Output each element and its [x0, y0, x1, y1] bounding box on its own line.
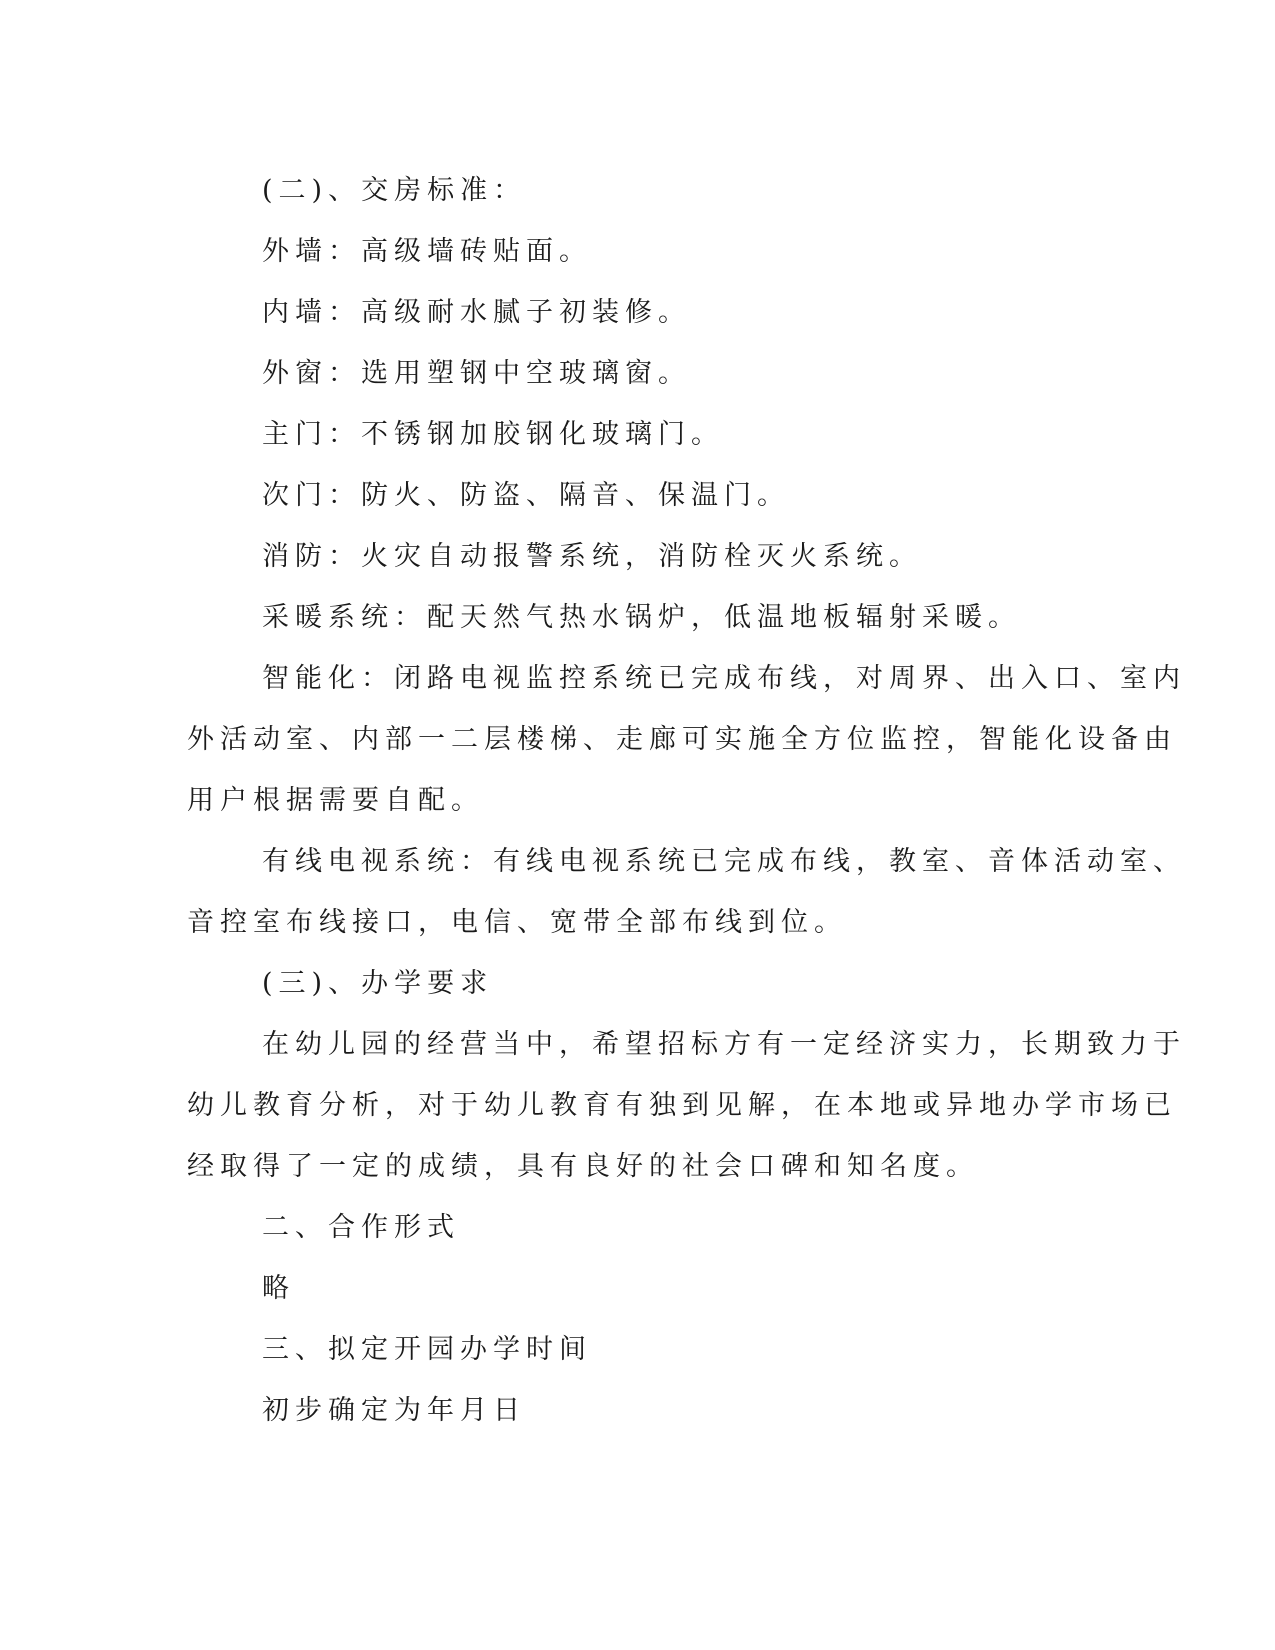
paragraph-line: 外窗：选用塑钢中空玻璃窗。 — [262, 358, 691, 389]
paragraph-line: 用户根据需要自配。 — [187, 785, 484, 816]
paragraph-line: 主门：不锈钢加胶钢化玻璃门。 — [262, 419, 724, 450]
paragraph-line: 幼儿教育分析，对于幼儿教育有独到见解，在本地或异地办学市场已 — [187, 1090, 1177, 1121]
paragraph-line: 初步确定为年月日 — [262, 1395, 526, 1426]
paragraph-line: 消防：火灾自动报警系统，消防栓灭火系统。 — [262, 541, 922, 572]
paragraph-line: 外墙：高级墙砖贴面。 — [262, 236, 592, 267]
paragraph-line: 采暖系统：配天然气热水锅炉，低温地板辐射采暖。 — [262, 602, 1021, 633]
paragraph-line: 经取得了一定的成绩，具有良好的社会口碑和知名度。 — [187, 1151, 979, 1182]
paragraph-line: 外活动室、内部一二层楼梯、走廊可实施全方位监控，智能化设备由 — [187, 724, 1177, 755]
document-body — [187, 160, 1186, 1441]
section-heading-cooperation-form: 二、合作形式 — [262, 1212, 460, 1243]
section-heading-school-requirements: (三)、办学要求 — [262, 968, 494, 999]
paragraph-line: 次门：防火、防盗、隔音、保温门。 — [262, 480, 790, 511]
paragraph-line: 略 — [262, 1273, 295, 1304]
paragraph-line: 在幼儿园的经营当中，希望招标方有一定经济实力，长期致力于 — [262, 1029, 1186, 1060]
paragraph-line: 智能化：闭路电视监控系统已完成布线，对周界、出入口、室内 — [262, 663, 1186, 694]
paragraph-line: 有线电视系统：有线电视系统已完成布线，教室、音体活动室、 — [262, 846, 1186, 877]
paragraph-line: 音控室布线接口，电信、宽带全部布线到位。 — [187, 907, 847, 938]
section-heading-delivery-standard: (二)、交房标准： — [262, 175, 527, 206]
section-heading-opening-time: 三、拟定开园办学时间 — [262, 1334, 592, 1365]
paragraph-line: 内墙：高级耐水腻子初装修。 — [262, 297, 691, 328]
